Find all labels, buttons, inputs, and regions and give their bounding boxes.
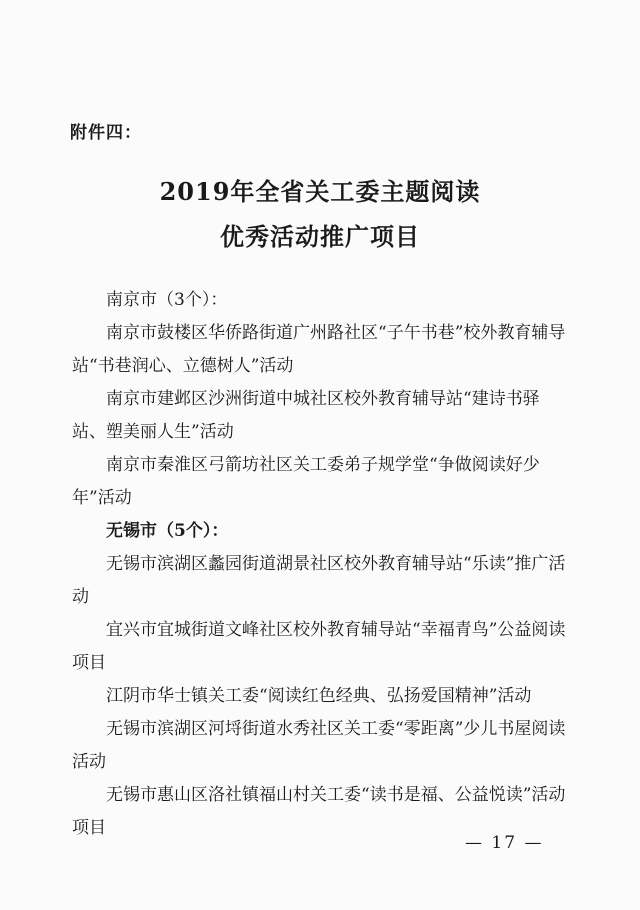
section-heading-wuxi: 无锡市（5个）： xyxy=(106,521,229,541)
list-item-text: 南京市建邺区沙洲街道中城社区校外教育辅导站“建诗书驿站、塑美丽人生”活动 xyxy=(72,389,540,442)
list-item xyxy=(72,713,572,779)
attachment-label: 附件四： xyxy=(70,123,142,143)
list-item xyxy=(72,383,572,449)
list-item-text: 南京市秦淮区弓箭坊社区关工委弟子规学堂“争做阅读好少年”活动 xyxy=(72,455,540,508)
section-heading-nanjing: 南京市（3个）： xyxy=(106,290,228,310)
list-item-text: 宜兴市宜城街道文峰社区校外教育辅导站“幸福青鸟”公益阅读项目 xyxy=(72,620,566,673)
list-item-text: 南京市鼓楼区华侨路街道广州路社区“子午书巷”校外教育辅导站“书巷润心、立德树人”活动 xyxy=(72,323,566,376)
list-item xyxy=(72,614,572,680)
list-item-text: 无锡市滨湖区河埒街道水秀社区关工委“零距离”少儿书屋阅读活动 xyxy=(72,719,566,772)
document-title-line1: 2019年全省关工委主题阅读 xyxy=(159,177,481,206)
list-item-text: 江阴市华士镇关工委“阅读红色经典、弘扬爱国精神”活动 xyxy=(106,686,532,706)
document-title-line2: 优秀活动推广项目 xyxy=(220,222,420,251)
list-item xyxy=(72,680,572,713)
list-item xyxy=(72,317,572,383)
list-item-text: 无锡市惠山区洛社镇福山村关工委“读书是福、公益悦读”活动项目 xyxy=(72,785,566,838)
list-item-text: 无锡市滨湖区蠡园街道湖景社区校外教育辅导站“乐读”推广活动 xyxy=(72,554,566,607)
list-item xyxy=(72,548,572,614)
list-item xyxy=(72,449,572,515)
page-number: — 17 — xyxy=(465,833,544,853)
